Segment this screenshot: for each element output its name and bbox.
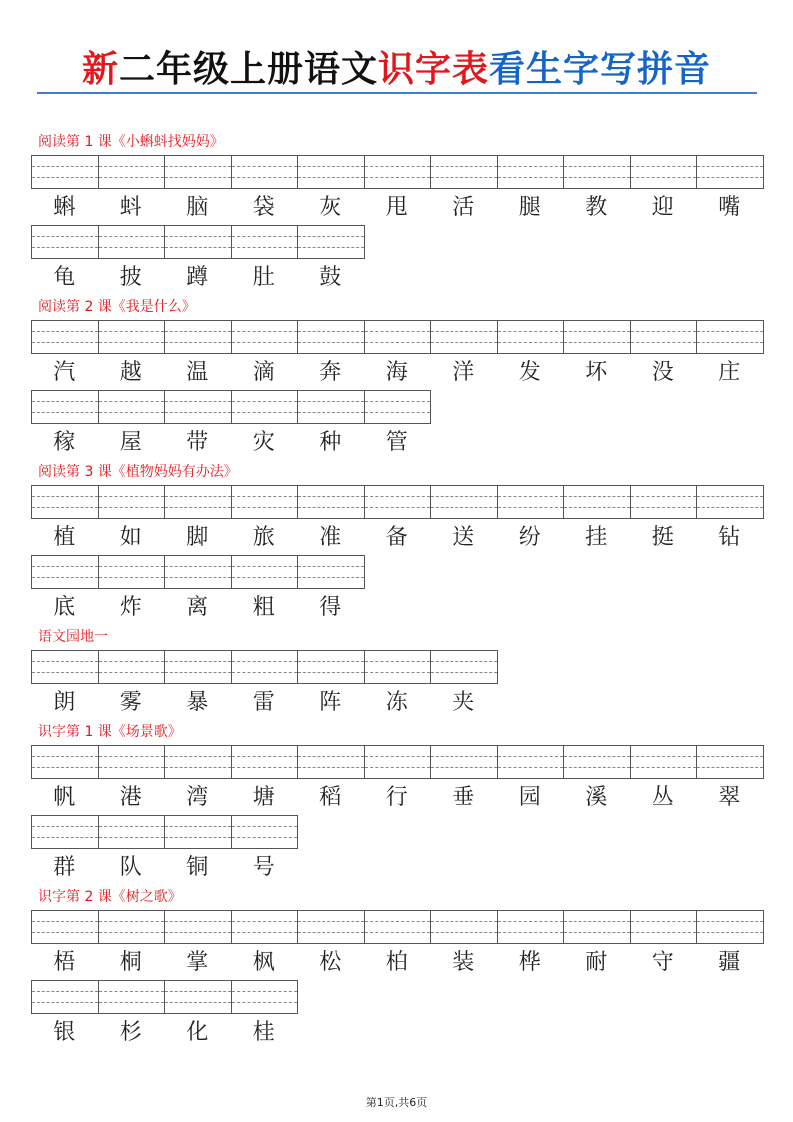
title-part: 看生字写拼音 <box>489 48 712 90</box>
hanzi-character: 甩 <box>385 195 408 220</box>
hanzi-character: 桂 <box>252 1020 275 1045</box>
pinyin-writing-row <box>31 320 764 354</box>
hanzi-character: 活 <box>452 195 475 220</box>
hanzi-character: 迎 <box>651 195 674 220</box>
character-row <box>31 1016 297 1050</box>
hanzi-character: 坏 <box>585 360 608 385</box>
hanzi-character: 装 <box>452 950 475 975</box>
pinyin-box[interactable] <box>564 320 631 354</box>
hanzi-character: 得 <box>319 595 342 620</box>
pinyin-writing-row <box>31 650 498 684</box>
hanzi-character: 海 <box>385 360 408 385</box>
pinyin-box[interactable] <box>32 910 99 944</box>
pinyin-box[interactable] <box>365 910 432 944</box>
hanzi-character: 群 <box>53 855 76 880</box>
hanzi-character: 旅 <box>252 525 275 550</box>
hanzi-character: 帆 <box>53 785 76 810</box>
hanzi-character: 温 <box>186 360 209 385</box>
hanzi-character: 化 <box>186 1020 209 1045</box>
hanzi-character: 脑 <box>186 195 209 220</box>
hanzi-character: 蹲 <box>186 265 209 290</box>
pinyin-box[interactable] <box>431 485 498 519</box>
hanzi-character: 夹 <box>452 690 475 715</box>
hanzi-character: 送 <box>452 525 475 550</box>
lesson-label: 阅读第 2 课《我是什么》 <box>38 299 196 315</box>
pinyin-box[interactable] <box>99 320 166 354</box>
pinyin-box[interactable] <box>697 745 764 779</box>
pinyin-box[interactable] <box>99 485 166 519</box>
pinyin-writing-row <box>31 225 365 259</box>
hanzi-character: 冻 <box>385 690 408 715</box>
hanzi-character: 挺 <box>651 525 674 550</box>
hanzi-character: 银 <box>53 1020 76 1045</box>
pinyin-box[interactable] <box>232 225 299 259</box>
hanzi-character: 蚪 <box>119 195 142 220</box>
hanzi-character: 挂 <box>585 525 608 550</box>
hanzi-character: 鼓 <box>319 265 342 290</box>
pinyin-box[interactable] <box>165 225 232 259</box>
hanzi-character: 钻 <box>718 525 741 550</box>
pinyin-box[interactable] <box>32 555 99 589</box>
page-title <box>0 44 793 94</box>
character-row <box>31 356 763 390</box>
hanzi-character: 腿 <box>518 195 541 220</box>
hanzi-character: 垂 <box>452 785 475 810</box>
title-part: 二年级上册语文 <box>118 48 378 90</box>
pinyin-writing-row <box>31 910 764 944</box>
character-row <box>31 261 364 295</box>
pinyin-box[interactable] <box>498 745 565 779</box>
pinyin-box[interactable] <box>165 485 232 519</box>
hanzi-character: 铜 <box>186 855 209 880</box>
hanzi-character: 脚 <box>186 525 209 550</box>
pinyin-box[interactable] <box>631 155 698 189</box>
hanzi-character: 种 <box>319 430 342 455</box>
pinyin-box[interactable] <box>298 390 365 424</box>
hanzi-character: 朗 <box>53 690 76 715</box>
hanzi-character: 翠 <box>718 785 741 810</box>
pinyin-box[interactable] <box>498 320 565 354</box>
pinyin-box[interactable] <box>431 155 498 189</box>
pinyin-box[interactable] <box>298 485 365 519</box>
pinyin-writing-row <box>31 745 764 779</box>
pinyin-box[interactable] <box>232 320 299 354</box>
hanzi-character: 教 <box>585 195 608 220</box>
hanzi-character: 柏 <box>385 950 408 975</box>
page-footer: 第1页,共6页 <box>365 1096 428 1109</box>
hanzi-character: 溪 <box>585 785 608 810</box>
hanzi-character: 湾 <box>186 785 209 810</box>
pinyin-box[interactable] <box>32 815 99 849</box>
pinyin-box[interactable] <box>165 815 232 849</box>
hanzi-character: 底 <box>53 595 76 620</box>
hanzi-character: 纷 <box>518 525 541 550</box>
pinyin-box[interactable] <box>99 650 166 684</box>
pinyin-box[interactable] <box>298 650 365 684</box>
pinyin-writing-row <box>31 555 365 589</box>
pinyin-writing-row <box>31 390 431 424</box>
hanzi-character: 如 <box>119 525 142 550</box>
pinyin-box[interactable] <box>165 745 232 779</box>
character-row <box>31 426 430 460</box>
pinyin-box[interactable] <box>431 320 498 354</box>
hanzi-character: 队 <box>119 855 142 880</box>
pinyin-box[interactable] <box>32 155 99 189</box>
hanzi-character: 雷 <box>252 690 275 715</box>
lesson-label: 阅读第 3 课《植物妈妈有办法》 <box>38 464 238 480</box>
pinyin-box[interactable] <box>165 555 232 589</box>
hanzi-character: 号 <box>252 855 275 880</box>
pinyin-box[interactable] <box>232 555 299 589</box>
pinyin-box[interactable] <box>99 745 166 779</box>
pinyin-box[interactable] <box>32 320 99 354</box>
pinyin-box[interactable] <box>32 745 99 779</box>
pinyin-box[interactable] <box>498 155 565 189</box>
character-row <box>31 946 763 980</box>
character-row <box>31 781 763 815</box>
pinyin-box[interactable] <box>564 155 631 189</box>
title-underline <box>37 92 757 94</box>
pinyin-box[interactable] <box>498 485 565 519</box>
hanzi-character: 疆 <box>718 950 741 975</box>
character-row <box>31 591 364 625</box>
pinyin-box[interactable] <box>697 155 764 189</box>
hanzi-character: 屋 <box>119 430 142 455</box>
hanzi-character: 汽 <box>53 360 76 385</box>
hanzi-character: 炸 <box>119 595 142 620</box>
hanzi-character: 行 <box>385 785 408 810</box>
pinyin-box[interactable] <box>165 320 232 354</box>
hanzi-character: 奔 <box>319 360 342 385</box>
hanzi-character: 备 <box>385 525 408 550</box>
hanzi-character: 稻 <box>319 785 342 810</box>
pinyin-writing-row <box>31 485 764 519</box>
pinyin-box[interactable] <box>99 980 166 1014</box>
hanzi-character: 滴 <box>252 360 275 385</box>
character-row <box>31 521 763 555</box>
pinyin-box[interactable] <box>99 225 166 259</box>
pinyin-box[interactable] <box>165 650 232 684</box>
hanzi-character: 越 <box>119 360 142 385</box>
pinyin-box[interactable] <box>99 910 166 944</box>
hanzi-character: 肚 <box>252 265 275 290</box>
pinyin-box[interactable] <box>498 910 565 944</box>
hanzi-character: 准 <box>319 525 342 550</box>
hanzi-character: 管 <box>385 430 408 455</box>
pinyin-box[interactable] <box>99 815 166 849</box>
pinyin-writing-row <box>31 815 298 849</box>
pinyin-box[interactable] <box>631 485 698 519</box>
pinyin-box[interactable] <box>165 155 232 189</box>
pinyin-box[interactable] <box>99 555 166 589</box>
pinyin-box[interactable] <box>232 650 299 684</box>
lesson-label: 语文园地一 <box>38 629 108 645</box>
pinyin-box[interactable] <box>232 910 299 944</box>
hanzi-character: 雾 <box>119 690 142 715</box>
hanzi-character: 庄 <box>718 360 741 385</box>
lesson-label: 识字第 2 课《树之歌》 <box>38 889 182 905</box>
pinyin-box[interactable] <box>165 980 232 1014</box>
pinyin-box[interactable] <box>165 910 232 944</box>
pinyin-box[interactable] <box>697 910 764 944</box>
title-part: 识字表 <box>378 48 490 90</box>
hanzi-character: 塘 <box>252 785 275 810</box>
hanzi-character: 带 <box>186 430 209 455</box>
hanzi-character: 港 <box>119 785 142 810</box>
hanzi-character: 耐 <box>585 950 608 975</box>
pinyin-box[interactable] <box>99 155 166 189</box>
pinyin-writing-row <box>31 980 298 1014</box>
pinyin-box[interactable] <box>365 650 432 684</box>
pinyin-box[interactable] <box>32 390 99 424</box>
pinyin-box[interactable] <box>232 390 299 424</box>
pinyin-box[interactable] <box>298 155 365 189</box>
pinyin-box[interactable] <box>697 320 764 354</box>
pinyin-box[interactable] <box>564 745 631 779</box>
hanzi-character: 离 <box>186 595 209 620</box>
hanzi-character: 蝌 <box>53 195 76 220</box>
hanzi-character: 桦 <box>518 950 541 975</box>
character-row <box>31 851 297 885</box>
pinyin-box[interactable] <box>365 745 432 779</box>
hanzi-character: 灰 <box>319 195 342 220</box>
hanzi-character: 没 <box>651 360 674 385</box>
pinyin-box[interactable] <box>631 745 698 779</box>
hanzi-character: 阵 <box>319 690 342 715</box>
hanzi-character: 桐 <box>119 950 142 975</box>
hanzi-character: 掌 <box>186 950 209 975</box>
pinyin-box[interactable] <box>232 980 299 1014</box>
hanzi-character: 粗 <box>252 595 275 620</box>
lesson-label: 识字第 1 课《场景歌》 <box>38 724 182 740</box>
pinyin-box[interactable] <box>365 485 432 519</box>
pinyin-box[interactable] <box>365 155 432 189</box>
pinyin-box[interactable] <box>32 980 99 1014</box>
pinyin-writing-row <box>31 155 764 189</box>
character-row <box>31 191 763 225</box>
pinyin-box[interactable] <box>431 910 498 944</box>
pinyin-box[interactable] <box>365 320 432 354</box>
pinyin-box[interactable] <box>298 745 365 779</box>
pinyin-box[interactable] <box>165 390 232 424</box>
pinyin-box[interactable] <box>232 485 299 519</box>
pinyin-box[interactable] <box>232 745 299 779</box>
pinyin-box[interactable] <box>697 485 764 519</box>
pinyin-box[interactable] <box>564 910 631 944</box>
lesson-label: 阅读第 1 课《小蝌蚪找妈妈》 <box>38 134 224 150</box>
pinyin-box[interactable] <box>298 320 365 354</box>
hanzi-character: 杉 <box>119 1020 142 1045</box>
hanzi-character: 披 <box>119 265 142 290</box>
pinyin-box[interactable] <box>365 390 432 424</box>
hanzi-character: 发 <box>518 360 541 385</box>
pinyin-box[interactable] <box>631 320 698 354</box>
pinyin-box[interactable] <box>298 555 365 589</box>
hanzi-character: 枫 <box>252 950 275 975</box>
pinyin-box[interactable] <box>232 155 299 189</box>
hanzi-character: 稼 <box>53 430 76 455</box>
pinyin-box[interactable] <box>298 225 365 259</box>
hanzi-character: 灾 <box>252 430 275 455</box>
pinyin-box[interactable] <box>32 225 99 259</box>
hanzi-character: 植 <box>53 525 76 550</box>
pinyin-box[interactable] <box>232 815 299 849</box>
hanzi-character: 梧 <box>53 950 76 975</box>
hanzi-character: 嘴 <box>718 195 741 220</box>
pinyin-box[interactable] <box>431 745 498 779</box>
pinyin-box[interactable] <box>32 485 99 519</box>
pinyin-box[interactable] <box>564 485 631 519</box>
hanzi-character: 园 <box>518 785 541 810</box>
hanzi-character: 松 <box>319 950 342 975</box>
pinyin-box[interactable] <box>32 650 99 684</box>
hanzi-character: 暴 <box>186 690 209 715</box>
pinyin-box[interactable] <box>631 910 698 944</box>
pinyin-box[interactable] <box>431 650 498 684</box>
hanzi-character: 守 <box>651 950 674 975</box>
hanzi-character: 袋 <box>252 195 275 220</box>
character-row <box>31 686 497 720</box>
title-part: 新 <box>81 48 119 90</box>
hanzi-character: 洋 <box>452 360 475 385</box>
pinyin-box[interactable] <box>298 910 365 944</box>
hanzi-character: 龟 <box>53 265 76 290</box>
pinyin-box[interactable] <box>99 390 166 424</box>
hanzi-character: 丛 <box>651 785 674 810</box>
